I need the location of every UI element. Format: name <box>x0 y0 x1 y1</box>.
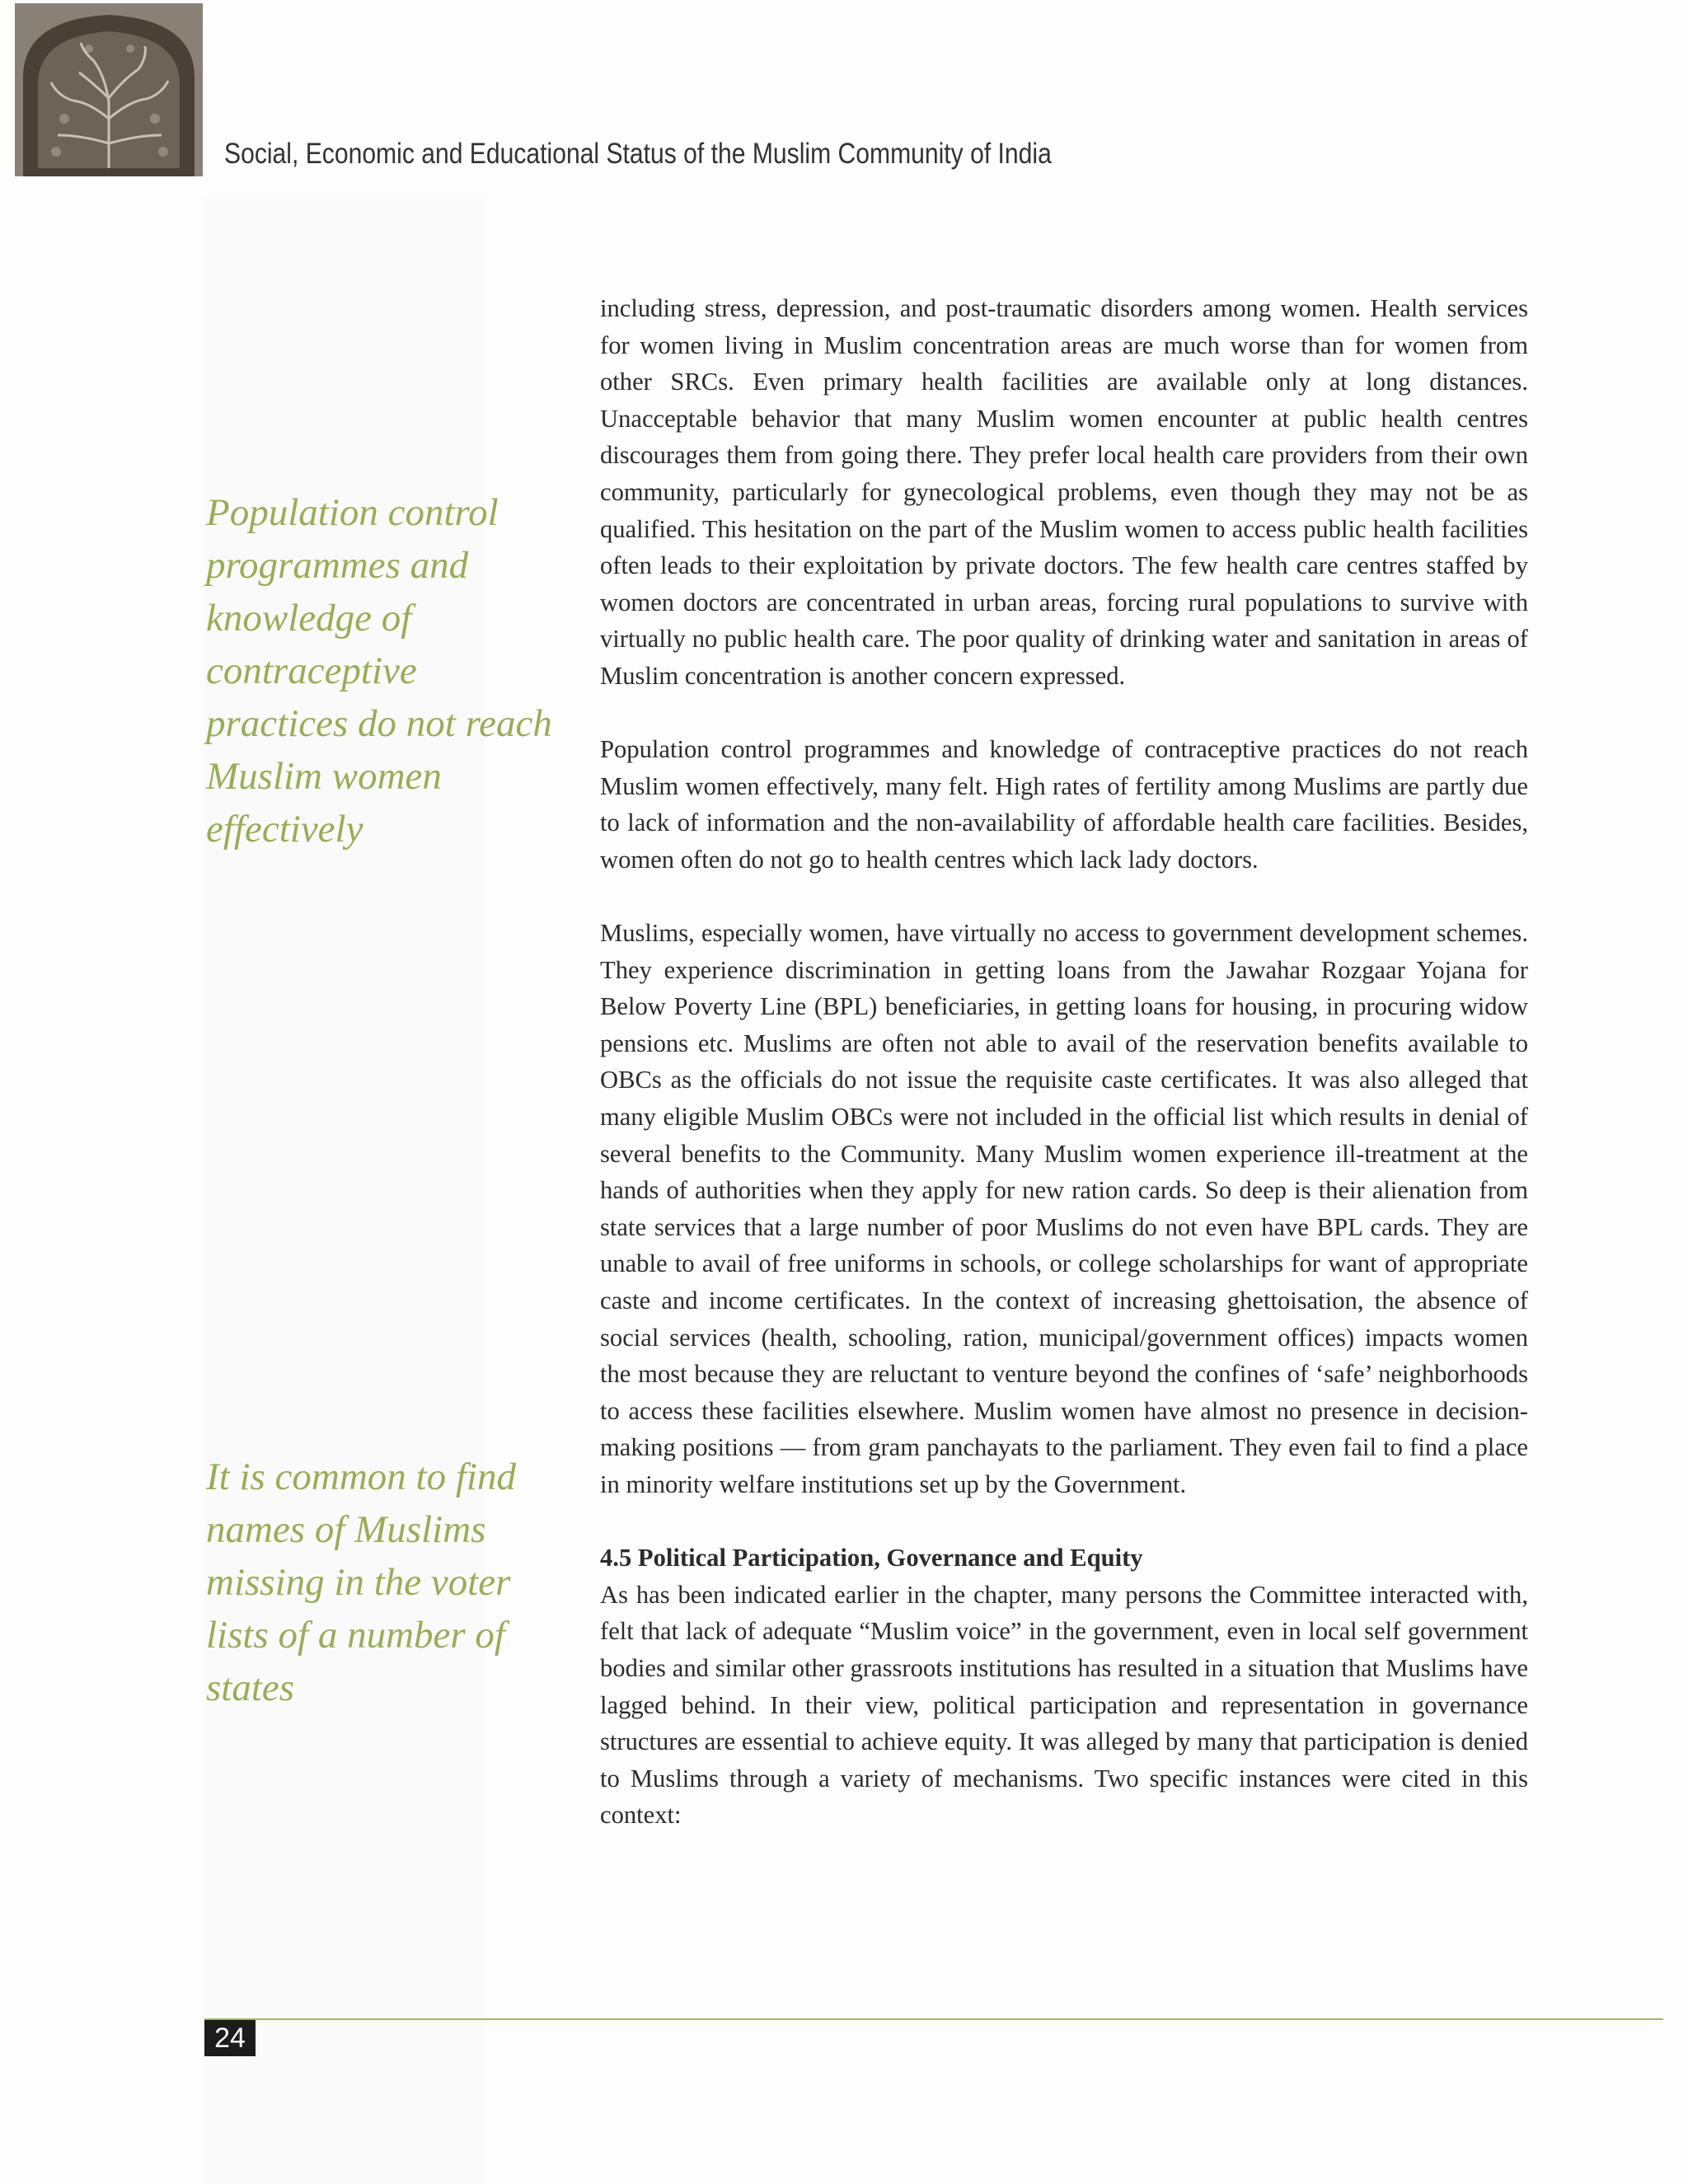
paragraph-health-services: including stress, depression, and post-traumatic disorders among women. Health services for women living in Muslim concentration areas are much worse than for women from other SRCs. Even primary health facilities are available only at long distances. Unacceptable behavior that many Muslim women encounter at public health centres discourages them from going there. They prefer local health care providers from their own community, particularly for gynecological problems, even though they may not be as qualified. This hesitation on the part of the Muslim women to access public health facilities often leads to their exploitation by private doctors. The few health care centres staffed by women doctors are concentrated in urban areas, forcing rural populations to survive with virtually no public health care. The poor quality of drinking water and sanitation in areas of Muslim concentration is another concern expressed. <box>600 294 1528 690</box>
pullquote-contraception: Population control programmes and knowledge of contraceptive practices do not reach Muslim women effectively <box>206 491 552 851</box>
section-heading: 4.5 Political Participation, Governance and Equity <box>600 1544 1143 1572</box>
footer-rule <box>204 2018 1663 2020</box>
paragraph-population-control: Population control programmes and knowledge of contraceptive practices do not reach Muslim women effectively, many felt. High rates of fertility among Muslims are partly due to lack of information and the non-availability of affordable health care facilities. Besides, women often do not go to health centres which lack lady doctors. <box>600 735 1528 874</box>
paragraph-political-participation: As has been indicated earlier in the chapter, many persons the Committee interacted with, felt that lack of adequate “Muslim voice” in the government, even in local self government bodies and similar other grassroots institutions has resulted in a situation that Muslims have lagged behind. In their view, political participation and representation in governance structures are essential to achieve equity. It was alleged by many that participation is denied to Muslims through a variety of mechanisms. Two specific instances were cited in this context: <box>600 1580 1528 1830</box>
main-text-column <box>600 290 1528 1871</box>
carved-lattice-window-icon <box>15 3 203 176</box>
running-title: Social, Economic and Educational Status of the Muslim Community of India <box>224 138 1052 170</box>
page-number: 24 <box>204 2020 256 2056</box>
header-image <box>15 3 203 176</box>
paragraph-development-schemes: Muslims, especially women, have virtually no access to government development schemes. They experience discrimination in getting loans from the Jawahar Rozgaar Yojana for Below Poverty Line (BPL) beneficiaries, in getting loans for housing, in procuring widow pensions etc. Muslims are often not able to avail of the reservation benefits available to OBCs as the officials do not issue the requisite caste certificates. It was also alleged that many eligible Muslim OBCs were not included in the official list which results in denial of several benefits to the Community. Many Muslim women experience ill-treatment at the hands of authorities when they apply for new ration cards. So deep is their alienation from state services that a large number of poor Muslims do not even have BPL cards. They are unable to avail of free uniforms in schools, or college scholarships for want of appropriate caste and income certificates. In the context of increasing ghettoisation, the absence of social services (health, schooling, ration, municipal/government offices) impacts women the most because they are reluctant to venture beyond the confines of ‘safe’ neighborhoods to access these facilities elsewhere. Muslim women have almost no presence in decision-making positions — from gram panchayats to the parliament. They even fail to find a place in minority welfare institutions set up by the Government. <box>600 919 1528 1498</box>
pullquote-voter-lists: It is common to find names of Muslims missing in the voter lists of a number of states <box>206 1455 516 1709</box>
